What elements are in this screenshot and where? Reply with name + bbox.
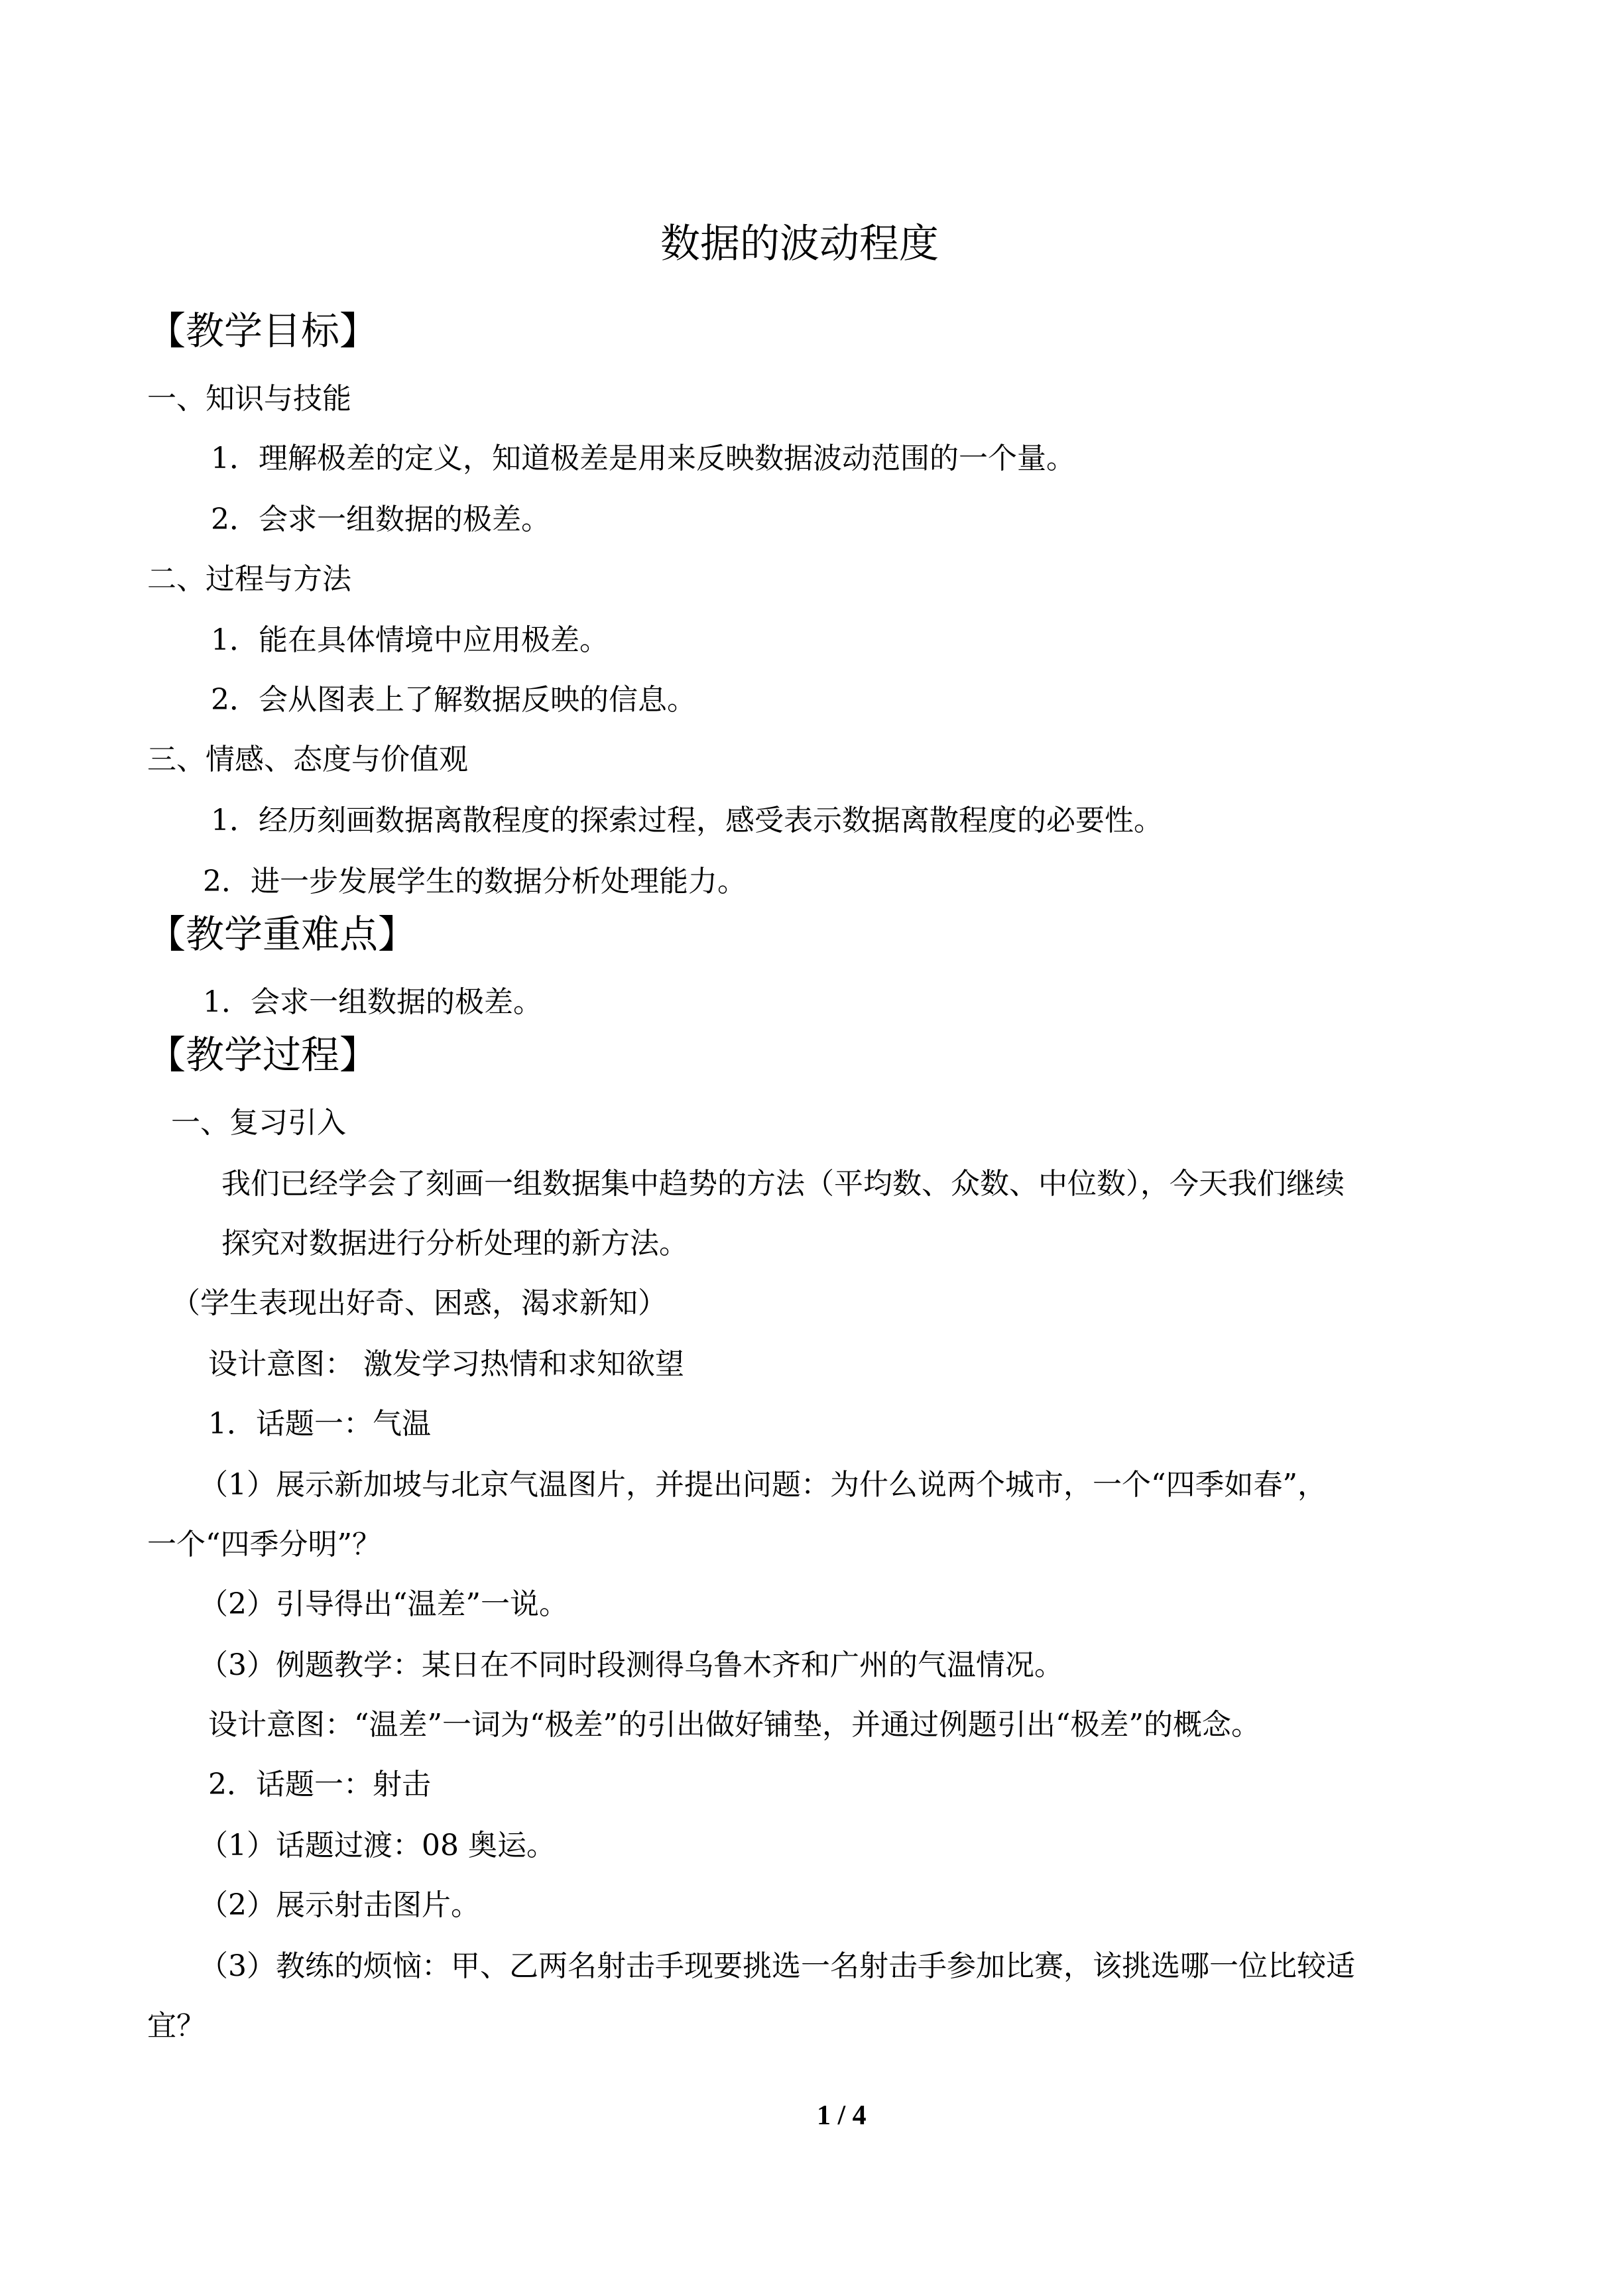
topic-item: （3）教练的烦恼：甲、乙两名射击手现要挑选一名射击手参加比赛，该挑选哪一位比较适	[199, 1949, 1355, 1983]
student-reaction: （学生表现出好奇、困惑，渴求新知）	[171, 1286, 667, 1320]
topic-item: （3）例题教学：某日在不同时段测得乌鲁木齐和广州的气温情况。	[199, 1648, 1063, 1682]
topic-item: （1）展示新加坡与北京气温图片，并提出问题：为什么说两个城市，一个“四季如春”，	[199, 1468, 1327, 1502]
goals-method-item: 2．会从图表上了解数据反映的信息。	[211, 683, 696, 717]
goals-knowledge-item: 2．会求一组数据的极差。	[211, 503, 550, 536]
goals-method-item: 1．能在具体情境中应用极差。	[211, 623, 609, 657]
section-heading-goals: 【教学目标】	[147, 308, 379, 353]
topic-item-continued: 一个“四季分明”？	[147, 1528, 381, 1561]
goals-emotion-item: 1．经历刻画数据离散程度的探索过程，感受表示数据离散程度的必要性。	[211, 804, 1163, 837]
intro-paragraph-line: 探究对数据进行分析处理的新方法。	[221, 1227, 688, 1260]
key-points-item: 1．会求一组数据的极差。	[203, 985, 542, 1019]
goals-knowledge-item: 1．理解极差的定义，知道极差是用来反映数据波动范围的一个量。	[211, 442, 1075, 475]
page-title: 数据的波动程度	[660, 221, 939, 267]
topic-heading: 1．话题一：气温	[208, 1407, 431, 1441]
review-heading: 一、复习引入	[171, 1106, 346, 1140]
topic-item: （1）话题过渡：08 奥运。	[199, 1829, 556, 1862]
topic-item: （2）展示射击图片。	[199, 1888, 480, 1922]
section-heading-process: 【教学过程】	[147, 1032, 379, 1077]
section-heading-key-points: 【教学重难点】	[147, 912, 417, 957]
goals-emotion-heading: 三、情感、态度与价值观	[147, 743, 468, 776]
goals-knowledge-heading: 一、知识与技能	[147, 382, 351, 416]
goals-emotion-item: 2．进一步发展学生的数据分析处理能力。	[203, 865, 747, 898]
topic-item: （2）引导得出“温差”一说。	[199, 1587, 568, 1621]
page-number: 1 / 4	[817, 2100, 867, 2131]
topic-heading: 2．话题一：射击	[208, 1768, 431, 1801]
topic-item-continued: 宜？	[147, 2009, 206, 2043]
intro-paragraph-line: 我们已经学会了刻画一组数据集中趋势的方法（平均数、众数、中位数），今天我们继续	[221, 1167, 1345, 1201]
goals-method-heading: 二、过程与方法	[147, 562, 351, 596]
design-intent: 设计意图： 激发学习热情和求知欲望	[208, 1347, 684, 1381]
design-intent: 设计意图：“温差”一词为“极差”的引出做好铺垫，并通过例题引出“极差”的概念。	[208, 1708, 1260, 1742]
